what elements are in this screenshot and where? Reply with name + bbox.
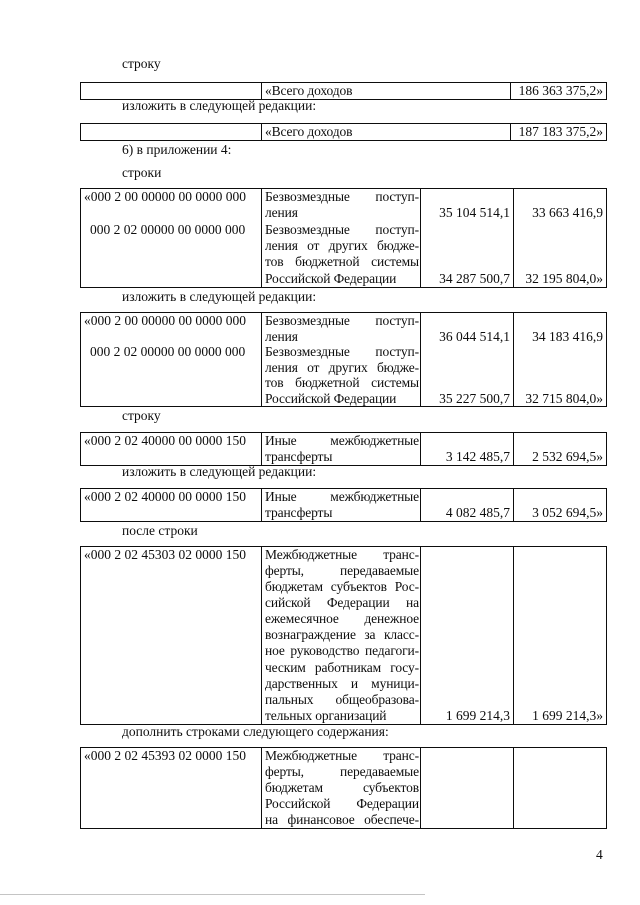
name-line: «Всего доходов (265, 124, 353, 139)
code-cell (81, 433, 261, 465)
name-cell (261, 433, 420, 465)
name-line: трансферты (265, 449, 333, 464)
code-value: «000 2 00 00000 00 0000 000 (84, 189, 246, 204)
amount-value: 186 363 375,2» (518, 83, 603, 98)
name-line: пальных общеобразова- (265, 691, 419, 707)
code-cell (81, 489, 261, 521)
instruction-text: строку (122, 408, 161, 423)
code-cell (81, 748, 261, 828)
total-income-row-amended (80, 123, 607, 141)
amount-value: 1 699 214,3» (532, 707, 603, 723)
code-value: «000 2 02 40000 00 0000 150 (84, 489, 246, 504)
name-line: ления от других бюдже- (265, 359, 419, 375)
amount-cell-2 (513, 313, 606, 406)
page-number: 4 (596, 847, 603, 862)
amount-cell-2 (513, 189, 606, 287)
amount-cell-1 (420, 313, 513, 406)
amount-value: 35 104 514,1 (439, 205, 510, 221)
code-cell (81, 83, 261, 99)
name-cell (261, 313, 420, 406)
amount-value: 36 044 514,1 (439, 328, 510, 344)
name-cell (261, 547, 420, 724)
code-cell (81, 124, 261, 140)
amount-cell-2 (513, 748, 606, 828)
name-line: ферты, передаваемые (265, 764, 419, 779)
scan-edge-line (0, 894, 425, 895)
amount-cell (510, 124, 606, 140)
name-line: Межбюджетные транс- (265, 748, 419, 763)
instruction-text: после строки (122, 523, 198, 538)
amount-cell-1 (420, 433, 513, 465)
amount-cell (510, 83, 606, 99)
amount-cell-1 (420, 547, 513, 724)
name-line: бюджетам субъектов (265, 780, 419, 795)
amount-value: 33 663 416,9 (532, 205, 603, 221)
name-cell (261, 124, 510, 140)
instruction-text: изложить в следующей редакции: (122, 98, 317, 113)
name-line: Российской Федерации (265, 390, 397, 406)
name-line: Российской Федерации (265, 796, 419, 811)
instruction-text: строку (122, 56, 161, 71)
name-line: ферты, передаваемые (265, 563, 419, 579)
amount-cell-2 (513, 489, 606, 521)
instruction-text: строки (122, 165, 162, 180)
instruction-text: изложить в следующей редакции: (122, 289, 317, 304)
amount-value: 4 082 485,7 (445, 505, 510, 520)
name-line: Российской Федерации (265, 270, 397, 286)
name-line: Безвозмездные поступ- (265, 344, 419, 359)
name-line: на финансовое обеспече- (265, 812, 419, 827)
amount-value: 34 287 500,7 (439, 270, 510, 286)
appendix4-rows-amended (80, 312, 607, 407)
amount-value: 2 532 694,5» (532, 449, 603, 464)
reference-row-45303 (80, 546, 607, 725)
code-cell (81, 547, 261, 724)
name-line: ческим работникам госу- (265, 659, 419, 675)
new-row-45393 (80, 747, 607, 829)
name-cell (261, 489, 420, 521)
code-value: «000 2 00 00000 00 0000 000 (84, 313, 246, 328)
name-line: трансферты (265, 505, 333, 520)
name-line: Безвозмездные поступ- (265, 313, 419, 328)
name-line: вознаграждение за класс- (265, 627, 419, 643)
code-value: 000 2 02 00000 00 0000 000 (90, 221, 246, 237)
amount-cell-2 (513, 547, 606, 724)
code-value: «000 2 02 45303 02 0000 150 (84, 547, 246, 562)
name-line: «Всего доходов (265, 83, 353, 98)
name-line: тельных организаций (265, 707, 387, 723)
name-line: бюджетам субъектов Рос- (265, 579, 419, 595)
interbudget-transfers-row-amended (80, 488, 607, 522)
name-cell (261, 83, 510, 99)
amount-value: 32 195 804,0» (525, 270, 603, 286)
code-cell (81, 189, 261, 287)
code-value: 000 2 02 00000 00 0000 000 (90, 344, 246, 359)
name-line: Безвозмездные поступ- (265, 221, 419, 237)
name-line: Иные межбюджетные (265, 489, 419, 504)
name-line: тов бюджетной системы (265, 254, 419, 270)
name-line: Иные межбюджетные (265, 433, 419, 448)
amount-value: 187 183 375,2» (518, 124, 603, 139)
amount-cell-2 (513, 433, 606, 465)
section-heading: 6) в приложении 4: (122, 142, 232, 157)
name-line: Безвозмездные поступ- (265, 189, 419, 204)
amount-value: 1 699 214,3 (445, 707, 510, 723)
name-line: ления от других бюдже- (265, 237, 419, 253)
name-line: дарственных и муници- (265, 675, 419, 691)
amount-value: 34 183 416,9 (532, 328, 603, 344)
code-value: «000 2 02 40000 00 0000 150 (84, 433, 246, 448)
instruction-text: изложить в следующей редакции: (122, 464, 317, 479)
amount-value: 3 142 485,7 (445, 449, 510, 464)
name-line: тов бюджетной системы (265, 375, 419, 390)
appendix4-rows-original (80, 188, 607, 288)
name-line: ежемесячное денежное (265, 611, 419, 627)
amount-value: 35 227 500,7 (439, 390, 510, 406)
code-cell (81, 313, 261, 406)
name-line: сийской Федерации на (265, 595, 419, 611)
name-line: Межбюджетные транс- (265, 547, 419, 562)
amount-value: 3 052 694,5» (532, 505, 603, 520)
amount-cell-1 (420, 489, 513, 521)
name-line: ления (265, 328, 298, 344)
name-line: ления (265, 205, 298, 221)
name-line: ное руководство педагоги- (265, 643, 419, 659)
amount-value: 32 715 804,0» (525, 390, 603, 406)
code-value: «000 2 02 45393 02 0000 150 (84, 748, 246, 763)
name-cell (261, 189, 420, 287)
instruction-text: дополнить строками следующего содержания: (122, 724, 389, 739)
amount-cell-1 (420, 189, 513, 287)
amount-cell-1 (420, 748, 513, 828)
name-cell (261, 748, 420, 828)
interbudget-transfers-row-original (80, 432, 607, 466)
